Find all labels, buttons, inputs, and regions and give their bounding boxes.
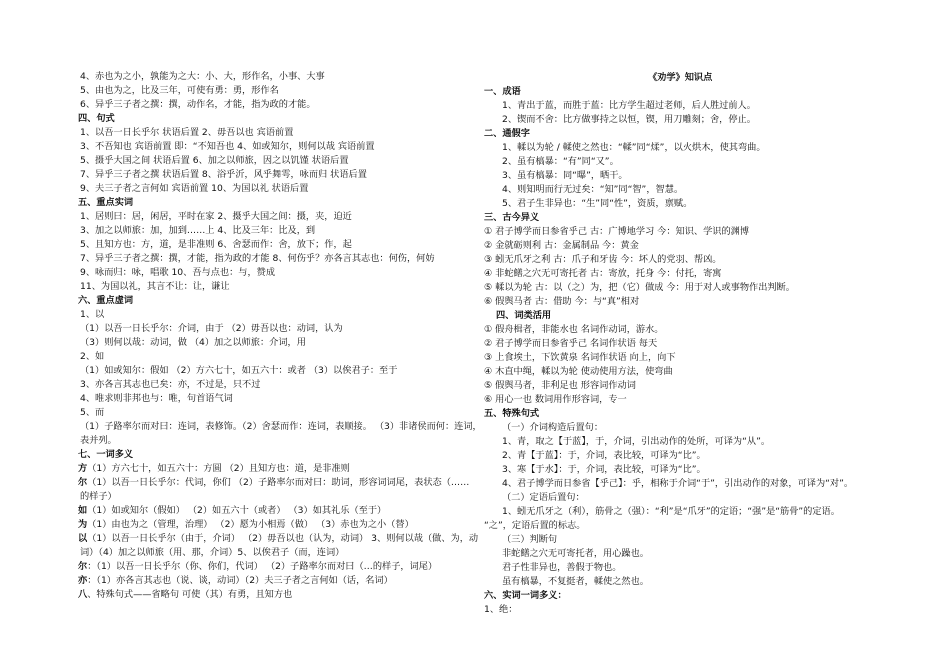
left-text-line: 尔（1）以吾一日长乎尔：代词，你们 （2）子路率尔而对曰：助词，形容词词尾，表状态（…… <box>78 477 470 488</box>
right-text-line: ③ 蚓无爪牙之利 古：爪子和牙齿 今：坏人的党羽、帮凶。 <box>484 254 722 265</box>
left-text-line: 4、唯求则非邦也与：唯，句首语气词 <box>80 393 233 404</box>
left-text-line: 9、夫三子者之言何如 宾语前置 10、为国以礼 状语后置 <box>80 183 309 194</box>
left-text-line: 4、赤也为之小，孰能为之大：小、大，形作名，小事、大事 <box>80 71 325 82</box>
left-text-line: 方（1）方六七十，如五六十：方圆 （2）且知方也：道，是非准则 <box>78 463 350 474</box>
left-text-line: 5、由也为之，比及三年，可使有勇：勇，形作名 <box>80 85 279 96</box>
left-text-line: 7、异乎三子者之撰 状语后置 8、浴乎沂，风乎舞雩，咏而归 状语后置 <box>80 169 367 180</box>
left-text-line: 3、亦各言其志也已矣：亦，不过是，只不过 <box>80 379 261 390</box>
left-text-line: 5、摄乎大国之间 状语后置 6、加之以师旅，因之以饥馑 状语后置 <box>80 155 349 166</box>
left-text-line: 的样子） <box>80 491 117 502</box>
left-text-line: （1）如或知尔：假如 （2）方六七十，如五六十：或者 （3）以俟君子：至于 <box>80 365 398 376</box>
right-text-line: 君子性非异也，善假于物也。 <box>502 562 622 573</box>
left-text-line: 尔：（1）以吾一日长乎尔（你、你们，代词） （2）子路率尔而对曰（…的样子，词尾） <box>78 561 438 572</box>
right-text-line: 4、君子博学而日参省【乎己】：乎，相称于介词“于”，引出动作的对象，可译为“对”。 <box>502 478 854 489</box>
right-text-line: （三）判断句 <box>502 534 558 545</box>
right-text-line: 六、实词一词多义： <box>484 590 567 601</box>
left-text-line: 七、一词多义 <box>78 449 134 460</box>
right-text-line: ① 君子博学而日参省乎己 古：广博地学习 今：知识、学识的渊博 <box>484 226 750 237</box>
right-text-line: 一、成语 <box>484 86 521 97</box>
left-text-line: 表并列。 <box>80 435 117 446</box>
left-text-line: 如（1）如或知尔（假如） （2）如五六十（或者） （3）如其礼乐（至于） <box>78 505 387 516</box>
left-text-line: 八、特殊句式——省略句 可使（其）有勇，且知方也 <box>78 589 293 600</box>
right-text-line: 三、古今异义 <box>484 212 540 223</box>
left-text-line: 四、句式 <box>78 113 115 124</box>
left-text-line: 3、不吾知也 宾语前置 即：“不知吾也 4、如或知尔，则何以哉 宾语前置 <box>80 141 375 152</box>
right-text-line: 3、虽有槁暴：同“曝”，晒干。 <box>502 170 628 181</box>
left-text-line: （3）则何以哉：动词，做 （4）加之以师旅：介词，用 <box>80 337 306 348</box>
right-text-line: ① 假舟楫者，非能水也 名词作动词，游水。 <box>484 324 664 335</box>
right-text-line: ④ 非蛇鳝之穴无可寄托者 古：寄放，托身 今：付托，寄寓 <box>484 268 722 279</box>
left-text-line: 词）（4）加之以师旅（用、那，介词）5、以俟君子（而，连词） <box>80 547 345 558</box>
left-text-line: 6、异乎三子者之撰：撰，动作名，才能，指为政的才能。 <box>80 99 316 110</box>
right-text-line: “之”，定语后置的标志。 <box>484 520 586 531</box>
left-text-line: 9、咏而归：咏，唱歌 10、吾与点也：与，赞成 <box>80 267 276 278</box>
right-text-line: 二、通假字 <box>484 128 530 139</box>
left-text-line: 以（1）以吾一日长乎尔（由于，介词） （2）毋吾以也（认为，动词） 3、则何以哉（做、为，动 <box>78 533 479 544</box>
right-text-line: 五、特殊句式 <box>484 408 540 419</box>
right-text-line: 1、绝： <box>484 604 518 615</box>
left-text-line: 5、而 <box>80 407 105 418</box>
left-text-line: 1、以吾一日长乎尔 状语后置 2、毋吾以也 宾语前置 <box>80 127 294 138</box>
left-text-line: 为（1）由也为之（管理，治理） （2）愿为小相焉（做） （3）赤也为之小（替） <box>78 519 414 530</box>
right-text-line: ⑥ 假舆马者 古：借助 今：与“真”相对 <box>484 296 640 307</box>
left-text-line: 3、加之以师旅：加，加到……上 4、比及三年：比及，到 <box>80 225 316 236</box>
left-text-line: 六、重点虚词 <box>78 295 134 306</box>
left-text-line: 五、重点实词 <box>78 197 134 208</box>
left-text-line: （1）子路率尔而对曰：连词，表修饰。（2）舍瑟而作：连词，表顺接。 （3）非诸侯而何：连词， <box>80 421 482 432</box>
right-text-line: （一）介词构造后置句： <box>502 422 604 433</box>
left-text-line: 5、且知方也：方，道，是非准则 6、舍瑟而作：舍，放下；作，起 <box>80 239 352 250</box>
right-text-line: ⑤ 假舆马者，非利足也 形容词作动词 <box>484 380 636 391</box>
right-text-line: 2、虽有槁暴：“有”同“又”。 <box>502 156 619 167</box>
right-text-line: 非蛇鳝之穴无可寄托者，用心躁也。 <box>502 548 649 559</box>
right-text-line: ⑤ 輮以为轮 古：以（之）为，把（它）做成 今：用于对人或事物作出判断。 <box>484 282 795 293</box>
right-text-line: 1、青，取之【于蓝】，于，介词，引出动作的处所，可译为“从”。 <box>502 436 771 447</box>
right-text-line: 1、蚓无爪牙之（利），筋骨之（强）：“利”是“爪牙”的定语；“强”是“筋骨”的定语。 <box>502 506 840 517</box>
right-text-line: （二）定语后置句： <box>502 492 585 503</box>
right-text-line: 虽有槁暴，不复挺者，輮使之然也。 <box>502 576 649 587</box>
left-text-line: 1、居则曰：居，闲居，平时在家 2、摄乎大国之间：摄，夹，迫近 <box>80 211 352 222</box>
right-text-line: 1、青出于蓝，而胜于蓝：比方学生超过老师，后人胜过前人。 <box>502 100 756 111</box>
right-text-line: ④ 木直中绳，輮以为轮 使动使用方法，使弯曲 <box>484 366 673 377</box>
right-text-line: 四、词类活用 <box>496 310 552 321</box>
right-text-line: ② 君子博学而日参省乎己 名词作状语 每天 <box>484 338 658 349</box>
left-text-line: 7、异乎三子者之撰：撰，才能，指为政的才能 8、何伤乎？亦各言其志也：何伤，何妨 <box>80 253 435 264</box>
left-text-line: 11、为国以礼，其言不让：让，谦让 <box>80 281 230 292</box>
right-text-line: 2、青【于蓝】：于，介词，表比较，可译为“比”。 <box>502 450 706 461</box>
right-text-line: 3、寒【于水】：于，介词，表比较，可译为“比”。 <box>502 464 706 475</box>
right-text-line: 2、锲而不舍：比方做事持之以恒，锲，用刀雕刻；舍，停止。 <box>502 114 756 125</box>
left-text-line: 2、如 <box>80 351 105 362</box>
right-text-line: 5、君子生非异也：“生”同“性”，资质，禀赋。 <box>502 198 693 209</box>
right-text-line: ③ 上食埃土，下饮黄泉 名词作状语 向上，向下 <box>484 352 676 363</box>
right-text-line: 《劝学》知识点 <box>648 72 713 83</box>
right-text-line: ② 金就砺则利 古：金属制品 今：黄金 <box>484 240 639 251</box>
right-text-line: 4、则知明而行无过矣：“知”同“智”，智慧。 <box>502 184 684 195</box>
left-text-line: 亦：（1）亦各言其志也（说、谈，动词）（2）夫三子者之言何如（话，名词） <box>78 575 393 586</box>
left-text-line: 1、以 <box>80 309 105 320</box>
left-text-line: （1）以吾一日长乎尔：介词，由于 （2）毋吾以也：动词，认为 <box>80 323 343 334</box>
right-text-line: ⑥ 用心一也 数词用作形容词，专一 <box>484 394 627 405</box>
right-text-line: 1、輮以为轮 / 輮使之然也：“輮”同“煣”，以火烘木，使其弯曲。 <box>502 142 766 153</box>
